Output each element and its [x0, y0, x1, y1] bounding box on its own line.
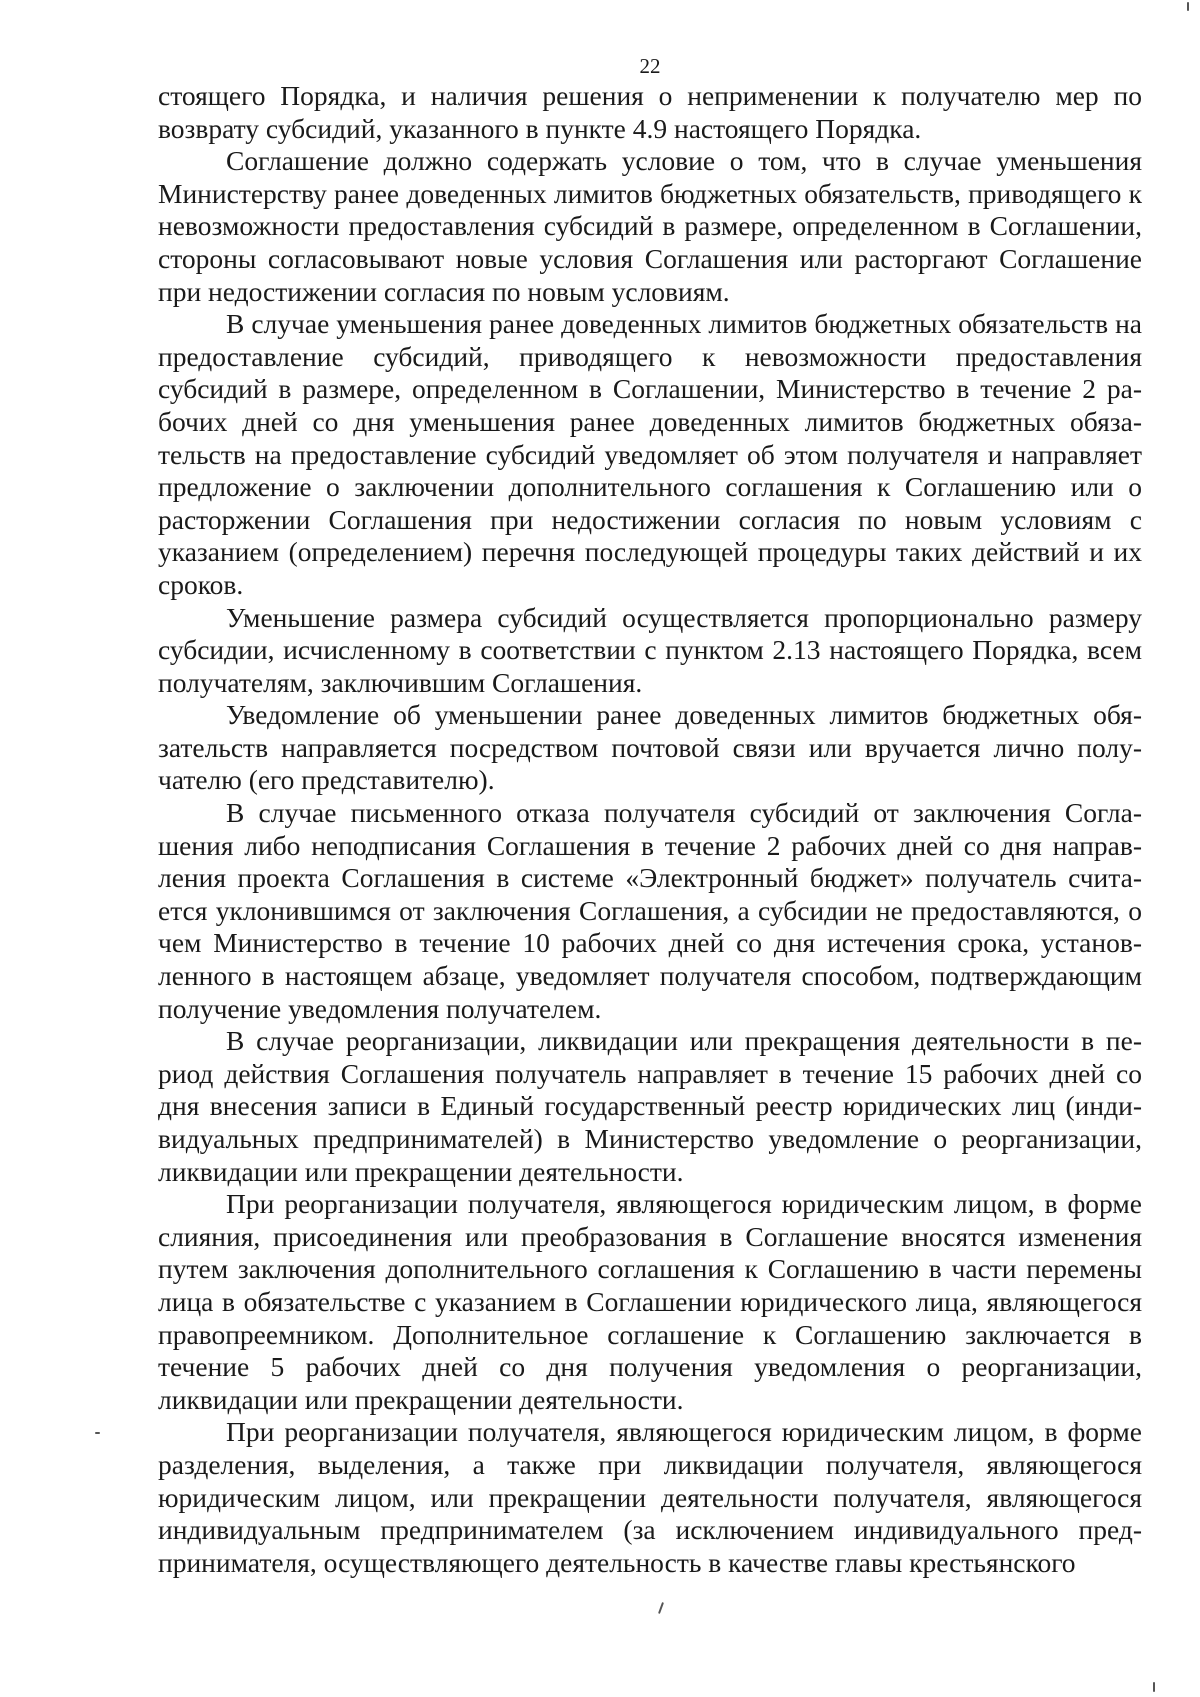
paragraph: Уведомление об уменьшении ранее доведенных лимитов бюджетных обязательств направляется посредством почтовой связи или вручается лично получателю (его представителю). [158, 699, 1142, 796]
scan-speck [658, 1602, 664, 1614]
paragraph: В случае реорганизации, ликвидации или прекращения деятельности в период действия Соглашения получатель направляет в течение 15 рабочих дней со дня внесения записи в Единый государственный реестр юридических лиц (индивидуальных предпринимателей) в Министерство уведомление о реорганизации, ликвидации или прекращении деятельности. [158, 1025, 1142, 1187]
paragraph: В случае уменьшения ранее доведенных лимитов бюджетных обязательств на предоставление субсидий, приводящего к невозможности предоставления субсидий в размере, определенном в Соглашении, Министерство в течение 2 рабочих дней со дня уменьшения ранее доведенных лимитов бюджетных обязательств на предоставление субсидий уведомляет об этом получателя и направляет предложение о заключении дополнительного соглашения к Соглашению или о расторжении Соглашения при недостижении согласия по новым условиям с указанием (определением) перечня последующей процедуры таких действий и их сроков. [158, 308, 1142, 600]
paragraph: В случае письменного отказа получателя субсидий от заключения Соглашения либо неподписания Соглашения в течение 2 рабочих дней со дня направления проекта Соглашения в системе «Электронный бюджет» получатель считается уклонившимся от заключения Соглашения, а субсидии не предоставляются, о чем Министерство в течение 10 рабочих дней со дня истечения срока, установленного в настоящем абзаце, уведомляет получателя способом, подтверждающим получение уведомления получателем. [158, 797, 1142, 1024]
body-text [158, 80, 1142, 1579]
scan-speck [1187, 2, 1189, 11]
paragraph: стоящего Порядка, и наличия решения о неприменении к получателю мер по возврату субсидий, указанного в пункте 4.9 настоящего Порядка. [158, 80, 1142, 144]
paragraph: При реорганизации получателя, являющегося юридическим лицом, в форме слияния, присоединения или преобразования в Соглашение вносятся изменения путем заключения дополнительного соглашения к Соглашению в части перемены лица в обязательстве с указанием в Соглашении юридического лица, являющегося правопреемником. Дополнительное соглашение к Соглашению заключается в течение 5 рабочих дней со дня получения уведомления о реорганизации, ликвидации или прекращении деятельности. [158, 1188, 1142, 1415]
paragraph: Соглашение должно содержать условие о том, что в случае уменьшения Министерству ранее доведенных лимитов бюджетных обязательств, приводящего к невозможности предоставления субсидий в размере, определенном в Соглашении, стороны согласовывают новые условия Соглашения или расторгают Соглашение при недостижении согласия по новым условиям. [158, 145, 1142, 307]
paragraph: При реорганизации получателя, являющегося юридическим лицом, в форме разделения, выделения, а также при ликвидации получателя, являющегося юридическим лицом, или прекращении деятельности получателя, являющегося индивидуальным предпринимателем (за исключением индивидуального предпринимателя, осуществляющего деятельность в качестве главы крестьянского [158, 1416, 1142, 1578]
page-number: 22 [639, 54, 661, 78]
scan-speck [1153, 1682, 1155, 1692]
paragraph: Уменьшение размера субсидий осуществляется пропорционально размеру субсидии, исчисленному в соответствии с пунктом 2.13 настоящего Порядка, всем получателям, заключившим Соглашения. [158, 601, 1142, 698]
scan-speck [95, 1432, 100, 1434]
